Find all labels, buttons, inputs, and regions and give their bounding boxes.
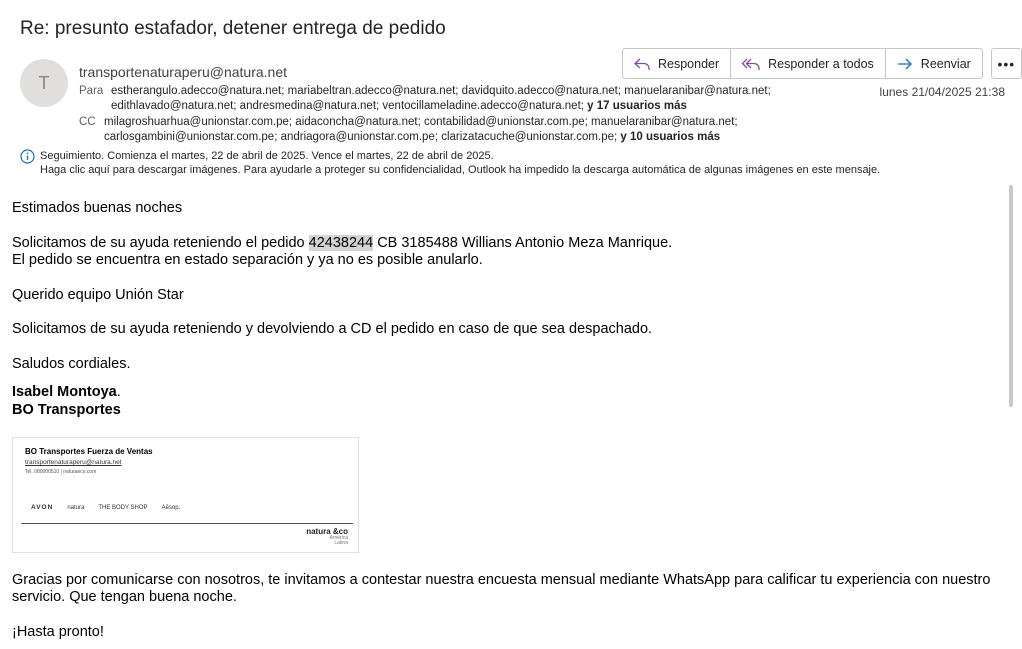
footer-line-2: servicio. Que tengan buena noche. <box>12 589 237 605</box>
banner-email[interactable]: transportenaturaperu@natura.net <box>25 459 122 466</box>
cc-label: CC <box>79 116 96 128</box>
body-paragraph-2: El pedido se encuentra en estado separación y ya no es posible anularlo. <box>12 252 483 268</box>
followup-flag-text: Seguimiento. Comienza el martes, 22 de abril de 2025. Vence el martes, 22 de abril de 2025. <box>40 150 494 162</box>
aesop-logo: Aēsop. <box>161 504 181 511</box>
vertical-scrollbar[interactable] <box>1009 185 1013 407</box>
message-actions <box>622 48 1022 79</box>
signature-dot: . <box>116 384 121 400</box>
sender-email[interactable]: transportenaturaperu@natura.net <box>79 64 288 80</box>
reply-all-button[interactable] <box>731 49 886 78</box>
reply-all-icon <box>741 57 761 71</box>
body-p1-post: CB 3185488 Willians Antonio Meza Manrique. <box>373 235 673 251</box>
email-subject: Re: presunto estafador, detener entrega de pedido <box>20 18 446 39</box>
body-p1-pre: Solicitamos de su ayuda reteniendo el pedido <box>12 235 309 251</box>
banner-title: BO Transportes Fuerza de Ventas <box>25 447 153 456</box>
cc-recipients-1[interactable]: milagroshuarhua@unionstar.com.pe; aidaconcha@natura.net; contabilidad@unionstar.com.pe; manuelaranibar@natura.net; <box>104 116 738 128</box>
signature-banner-image <box>12 437 359 553</box>
cc-line-2 <box>104 131 720 143</box>
sent-date: lunes 21/04/2025 21:38 <box>879 85 1005 99</box>
signature-name: Isabel Montoya <box>12 384 117 400</box>
highlighted-order-number: 42438244 <box>308 235 374 251</box>
to-recipients-1[interactable]: estherangulo.adecco@natura.net; mariabeltran.adecco@natura.net; davidquito.adecco@natura.net; manuelaranibar@natura.net; <box>111 85 771 97</box>
reply-all-label: Responder a todos <box>768 56 874 71</box>
signature-department: BO Transportes <box>12 402 121 418</box>
banner-divider <box>21 523 353 524</box>
more-actions-button[interactable]: ••• <box>991 48 1022 79</box>
body-shop-logo: THE BODY SHOP <box>98 504 148 511</box>
forward-icon <box>896 57 914 71</box>
info-icon <box>20 149 35 164</box>
forward-button[interactable] <box>886 49 982 78</box>
sender-avatar[interactable] <box>20 59 68 107</box>
logo-subtitle-2: Latina <box>334 540 348 546</box>
to-line-2 <box>111 100 687 112</box>
body-paragraph-1 <box>12 235 672 251</box>
logo-subtitle-1: América <box>329 535 348 541</box>
signature-name-line <box>12 384 121 400</box>
to-more-link[interactable]: y 17 usuarios más <box>587 100 687 112</box>
reply-button-group <box>622 48 983 79</box>
to-line-1 <box>79 85 771 97</box>
banner-phone: Tel. 080000510 | naturaeco.com <box>25 469 97 475</box>
cc-line-1 <box>79 116 738 128</box>
reply-label: Responder <box>658 56 720 71</box>
cc-more-link[interactable]: y 10 usuarios más <box>620 131 721 143</box>
footer-farewell: ¡Hasta pronto! <box>12 624 104 640</box>
download-images-notice[interactable]: Haga clic aquí para descargar imágenes. Para ayudarle a proteger su confidencialidad, Outlook ha impedido la descarga automática de algunas imágenes en este mensaje. <box>40 164 881 176</box>
forward-label: Reenviar <box>920 56 971 71</box>
body-closing: Saludos cordiales. <box>12 356 131 372</box>
cc-recipients-2[interactable]: carlosgambini@unionstar.com.pe; andriagora@unionstar.com.pe; clarizatacuche@unionstar.com.pe; <box>104 131 618 143</box>
natura-co-logo-text: natura &co <box>306 527 348 536</box>
body-paragraph-4: Solicitamos de su ayuda reteniendo y devolviendo a CD el pedido en caso de que sea despachado. <box>12 321 653 337</box>
to-label: Para <box>79 85 104 97</box>
footer-line-1: Gracias por comunicarse con nosotros, te invitamos a contestar nuestra encuesta mensual mediante WhatsApp para calificar tu experiencia con nuestro <box>12 572 991 588</box>
natura-logo: natura <box>67 504 85 511</box>
to-recipients-2[interactable]: edithlavado@natura.net; andresmedina@natura.net; ventocillameladine.adecco@natura.net; <box>111 100 584 112</box>
natura-co-logo <box>306 527 348 546</box>
avatar-initial: T <box>38 72 50 93</box>
body-paragraph-3: Querido equipo Unión Star <box>12 287 184 303</box>
avon-logo: AVON <box>31 504 54 511</box>
reply-button[interactable] <box>623 49 731 78</box>
body-greeting: Estimados buenas noches <box>12 200 183 216</box>
brand-logos <box>31 504 194 511</box>
reply-icon <box>633 57 651 71</box>
